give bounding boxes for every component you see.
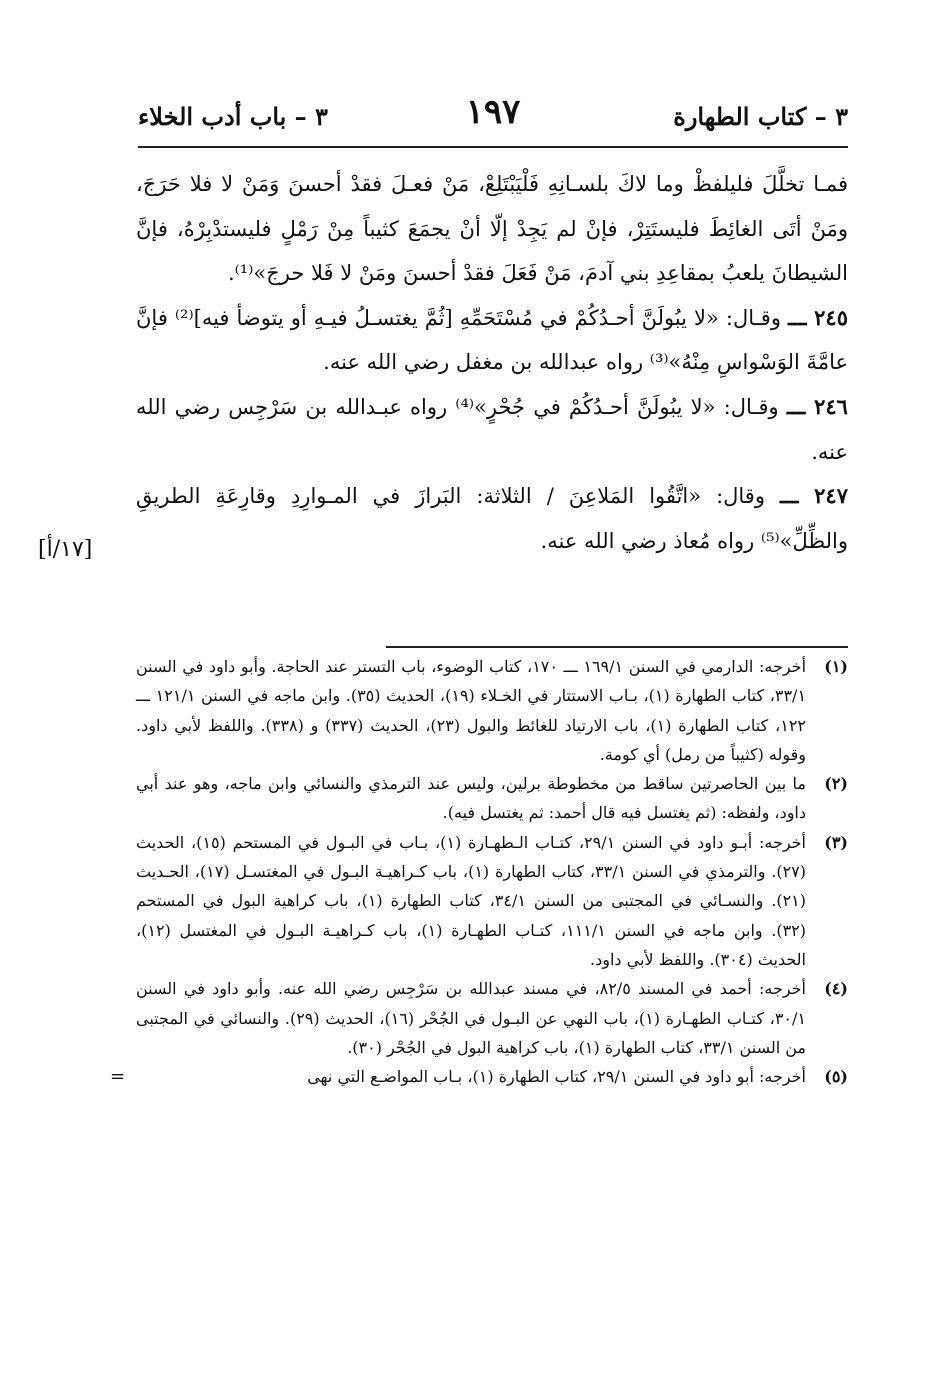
manuscript-folio-marker: [١٧/أ] [38, 537, 93, 562]
hadith-text: وقـال: «لا يبُولَنَّ أحـدُكُمْ في مُسْتَحَمِّهِ [ثُمَّ يغتسـلُ فيـهِ أو يتوضأ فيه]⁽²⁾ فإنَّ عامَّةَ الوَسْواسِ مِنْهُ»⁽³⁾ رواه عبدالله بن مغفل رضي الله عنه. [136, 305, 848, 375]
footnote-number: (٢) [824, 774, 848, 794]
section-title: ٣ – باب أدب الخلاء [138, 102, 328, 131]
hadith-number: ٢٤٥ ـــ [788, 304, 848, 330]
page-header [138, 92, 848, 142]
header-divider [138, 146, 848, 148]
footnotes [110, 652, 848, 1091]
hadith-245 [136, 296, 848, 385]
continuation-mark: = [110, 1066, 126, 1088]
footnote-5 [110, 1062, 848, 1091]
footnote-4 [136, 974, 848, 1062]
hadith-number: ٢٤٧ ـــ [780, 483, 848, 509]
footnote-divider [386, 646, 848, 648]
footnote-number: (١) [824, 657, 848, 676]
hadith-246 [136, 385, 848, 474]
chapter-title: ٣ – كتاب الطهارة [673, 102, 848, 131]
main-text [136, 162, 848, 563]
footnote-text: أخرجه: أبو داود في السنن ٢٩/١، كتاب الطهارة (١)، بـاب المواضـع التي نهى [307, 1067, 806, 1087]
footnote-3 [136, 828, 848, 974]
footnote-number: (٤) [824, 979, 848, 999]
footnote-number: (٥) [824, 1067, 848, 1087]
hadith-text: وقـال: «لا يبُولَنَّ أحـدُكُمْ في جُحْرٍ»⁽⁴⁾ رواه عبـدالله بن سَرْجِس رضي الله عنه. [136, 394, 848, 464]
footnote-text: أخرجه: أحمد في المسند ٨٢/٥، في مسند عبدالله بن سَرْجِس رضي الله عنه. وأبو داود في السنن ٣٠/١، كتـاب الطهـارة (١)، باب النهي عن البـول في الجُحْر (١٦)، الحديث (٢٩). والنسائي في المجتبى من السنن ٣٣/١، كتاب الطهارة (١)، باب كراهية البول في الجُحْر (٣٠). [136, 979, 807, 1057]
footnote-text: أخرجه: أبـو داود في السنن ٢٩/١، كتـاب الـطهـارة (١)، بـاب في البـول في المستحم (١٥)، الحديث (٢٧). والترمذي في السنن ٣٣/١، كتاب الطهارة (١)، باب كـراهيـة البـول في المغتسـل (١٧)، الحـديث (٢١). والنسـائي في المجتبى من السنن ٣٤/١، كتاب الطهارة (١)، باب كراهية البول في المستحم (٣٢). وابن ماجه في السنن ١١١/١، كتـاب الطهـارة (١)، باب كـراهيـة البـول في المغتسل (١٢)، الحديث (٣٠٤). واللفظ لأبي داود. [136, 832, 807, 969]
footnote-2 [136, 769, 848, 828]
footnote-text: ما بين الحاصرتين ساقط من مخطوطة برلين، وليس عند الترمذي والنسائي وابن ماجه، وهو عند أبي داود، ولفظه: (ثم يغتسل فيه قال أحمد: ثم يغتسل فيه). [136, 774, 807, 823]
footnote-1 [136, 652, 848, 769]
page-number: ١٩٧ [465, 92, 521, 132]
hadith-247 [136, 474, 848, 563]
hadith-number: ٢٤٦ ـــ [786, 393, 848, 419]
hadith-text: وقال: «اتَّقُوا المَلاعِنَ / الثلاثة: البَرازَ في المـوارِدِ وقارِعَةِ الطريقِ والظِّلِّ»⁽⁵⁾ رواه مُعاذ رضي الله عنه. [136, 484, 848, 553]
footnote-number: (٣) [824, 832, 848, 852]
footnote-text: أخرجه: الدارمي في السنن ١٦٩/١ ـــ ١٧٠، كتاب الوضوء، باب التستر عند الحاجة. وأبو داود في السنن ٣٣/١، كتاب الطهارة (١)، بـاب الاستتار في الخـلاء (١٩)، الحديث (٣٥). وابن ماجه في السنن ١٢١/١ ـــ ١٢٢، كتاب الطهارة (١)، باب الارتياد للغائط والبول (٢٣)، الحديث (٣٣٧) و (٣٣٨). واللفظ لأبي داود. وقوله (كثيباً من رمل) أي كومة. [136, 657, 807, 764]
intro-paragraph: فمـا تخلَّلَ فليلفظْ وما لاكَ بلسـانِهِ فَلْيَبْتَلِعْ، مَنْ فعـلَ فقدْ أحسنَ وَمَنْ لا فلا حَرَجَ، ومَنْ أتَى الغائِطَ فليستَتِرْ، فإنْ لم يَجِدْ إلّا أنْ يجمَعَ كثيباً مِنْ رَمْلٍ فليستدْبِرْهُ، فإنَّ الشيطانَ يلعبُ بمقاعِدِ بني آدمَ، مَنْ فَعَلَ فقدْ أحسنَ ومَنْ لا فَلا حرجَ»⁽¹⁾. [136, 172, 848, 286]
